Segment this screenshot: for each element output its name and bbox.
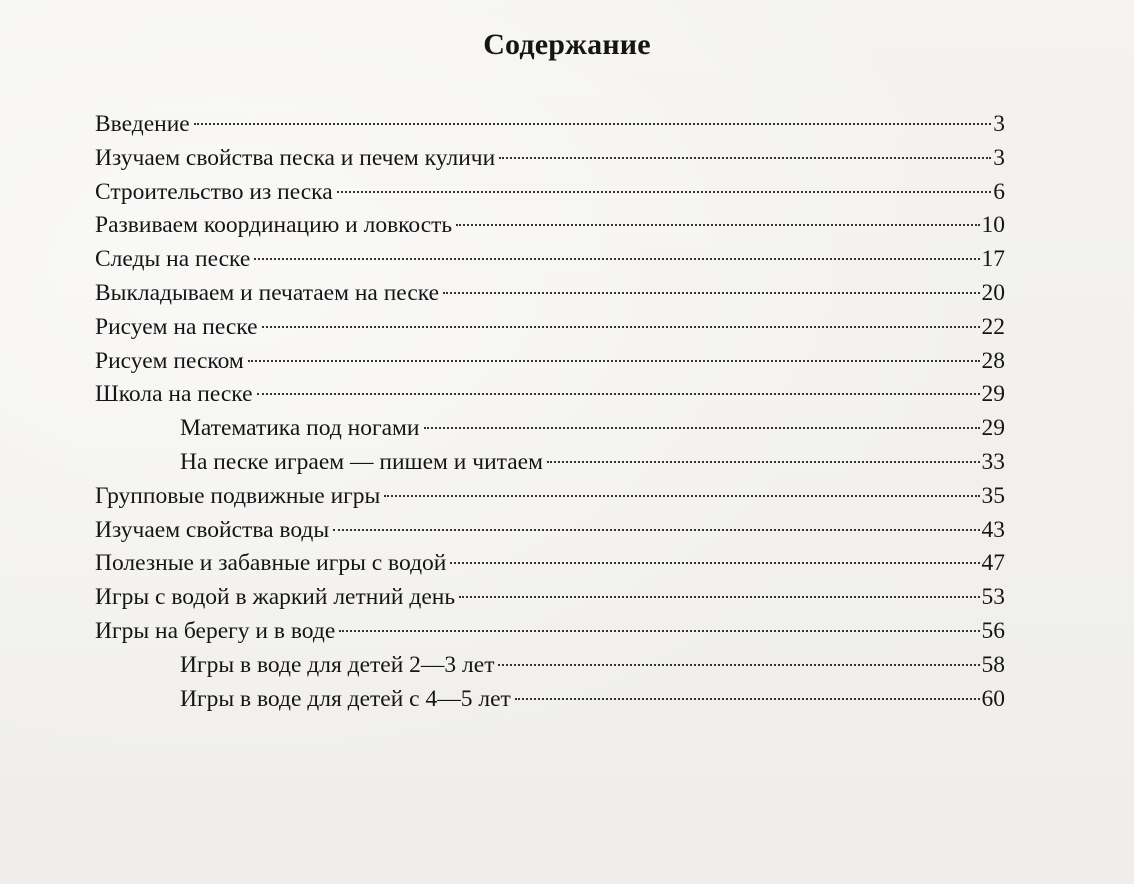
- table-of-contents: [95, 108, 1005, 716]
- toc-entry-page-number: 43: [981, 516, 1005, 543]
- toc-entry-page-number: 17: [981, 246, 1005, 273]
- toc-entry-title: Игры в воде для детей 2—3 лет: [180, 651, 495, 678]
- toc-entry: [95, 378, 1005, 412]
- toc-entry-title: На песке играем — пишем и читаем: [180, 448, 543, 475]
- toc-entry-page-number: 47: [981, 550, 1005, 577]
- toc-entry-title: Развиваем координацию и ловкость: [95, 212, 453, 239]
- dot-leader: [262, 326, 980, 328]
- toc-entry-title: Изучаем свойства воды: [95, 516, 330, 543]
- toc-subentry: [95, 683, 1005, 717]
- dot-leader: [254, 258, 979, 260]
- dot-leader: [257, 393, 980, 395]
- toc-entry-page-number: 29: [981, 381, 1005, 408]
- toc-entry: [95, 547, 1005, 581]
- dot-leader: [450, 562, 979, 564]
- dot-leader: [194, 123, 992, 125]
- dot-leader: [515, 698, 980, 700]
- toc-entry-title: Рисуем на песке: [95, 313, 258, 340]
- toc-entry-page-number: 28: [981, 347, 1005, 374]
- toc-entry-page-number: 3: [993, 111, 1005, 137]
- page-title: Содержание: [483, 28, 651, 61]
- dot-leader: [337, 191, 992, 193]
- toc-entry-page-number: 10: [981, 212, 1005, 239]
- toc-entry-page-number: 60: [981, 685, 1005, 712]
- toc-subentry: [95, 412, 1005, 446]
- toc-entry-page-number: 56: [981, 617, 1005, 644]
- dot-leader: [443, 292, 979, 294]
- toc-entry-page-number: 3: [993, 144, 1005, 171]
- toc-entry-title: Изучаем свойства песка и печем куличи: [95, 144, 496, 171]
- toc-entry-page-number: 33: [981, 448, 1005, 475]
- dot-leader: [499, 157, 991, 159]
- toc-entry: [95, 176, 1005, 210]
- dot-leader: [384, 495, 979, 497]
- toc-entry-page-number: 53: [981, 584, 1005, 611]
- toc-entry-title: Игры в воде для детей с 4—5 лет: [180, 685, 511, 712]
- dot-leader: [498, 664, 979, 666]
- toc-subentry: [95, 446, 1005, 480]
- dot-leader: [333, 529, 979, 531]
- dot-leader: [456, 224, 979, 226]
- dot-leader: [424, 427, 980, 429]
- toc-entry: [95, 142, 1005, 176]
- dot-leader: [547, 461, 980, 463]
- toc-entry: [95, 311, 1005, 345]
- toc-entry: [95, 108, 1005, 142]
- toc-entry: [95, 243, 1005, 277]
- toc-entry-title: Игры с водой в жаркий летний день: [95, 584, 456, 611]
- toc-entry-page-number: 22: [981, 313, 1005, 340]
- dot-leader: [339, 630, 979, 632]
- toc-entry-title: Выкладываем и печатаем на песке: [95, 279, 440, 306]
- toc-entry-page-number: 29: [981, 415, 1005, 442]
- dot-leader: [459, 596, 979, 598]
- toc-entry-title: Введение: [95, 111, 190, 137]
- toc-entry: [95, 480, 1005, 514]
- toc-entry-page-number: 20: [981, 279, 1005, 306]
- toc-entry-title: Полезные и забавные игры с водой: [95, 550, 447, 577]
- toc-entry: [95, 581, 1005, 615]
- dot-leader: [248, 360, 980, 362]
- toc-entry-page-number: 58: [981, 651, 1005, 678]
- toc-entry: [95, 514, 1005, 548]
- toc-entry-title: Строительство из песка: [95, 178, 333, 205]
- toc-entry: [95, 209, 1005, 243]
- toc-entry-title: Игры на берегу и в воде: [95, 617, 336, 644]
- toc-entry-title: Математика под ногами: [180, 415, 420, 442]
- toc-entry: [95, 345, 1005, 379]
- toc-entry-title: Групповые подвижные игры: [95, 482, 381, 509]
- toc-entry-page-number: 6: [993, 178, 1005, 205]
- toc-entry-title: Рисуем песком: [95, 347, 244, 374]
- toc-entry-page-number: 35: [981, 482, 1005, 509]
- toc-subentry: [95, 649, 1005, 683]
- toc-entry: [95, 277, 1005, 311]
- toc-entry-title: Следы на песке: [95, 246, 251, 273]
- toc-entry-title: Школа на песке: [95, 381, 253, 408]
- toc-entry: [95, 615, 1005, 649]
